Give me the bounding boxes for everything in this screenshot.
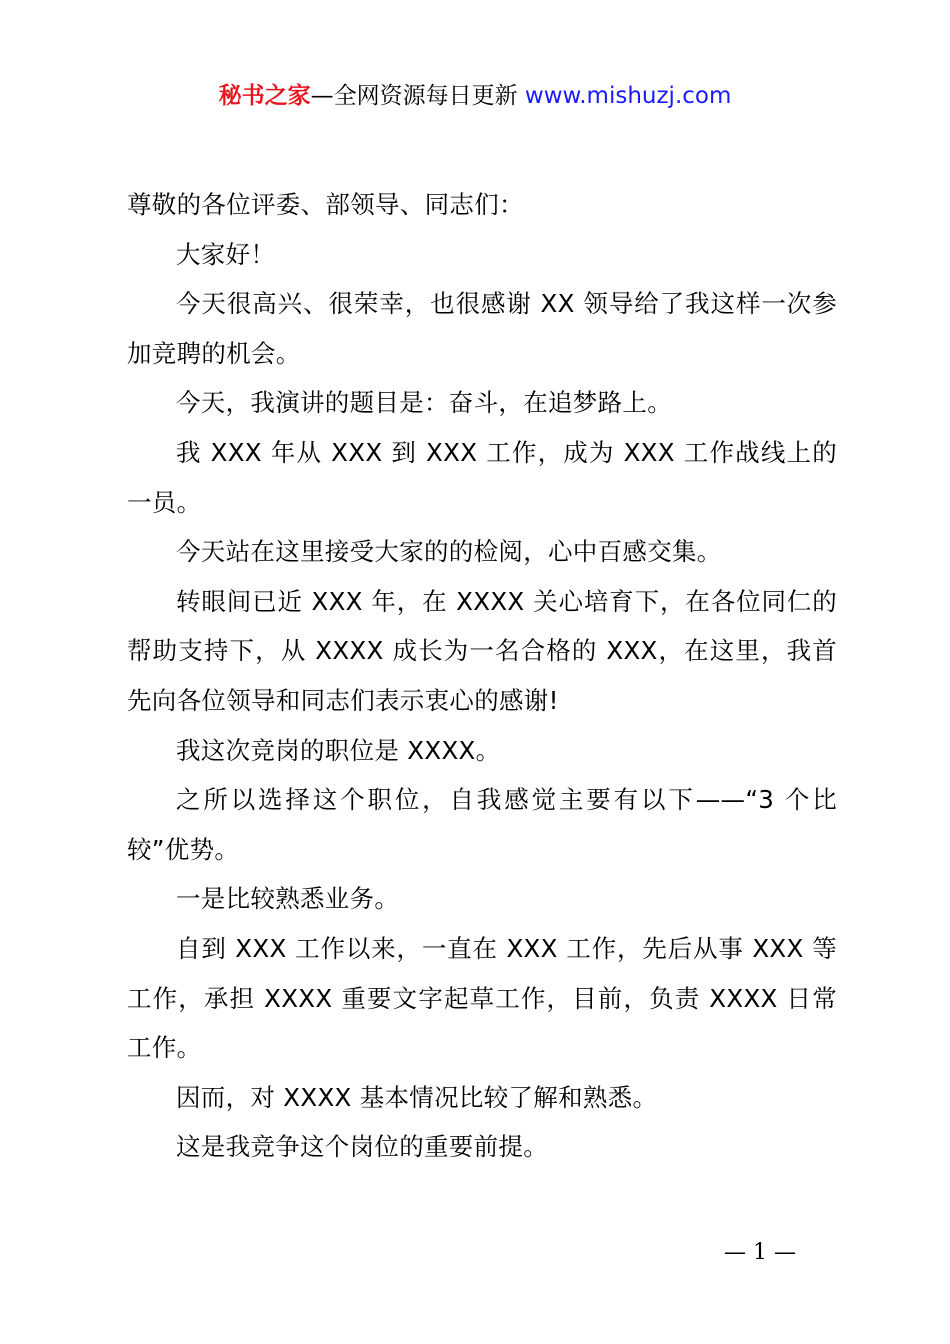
page-header [0,80,950,112]
salutation: 尊敬的各位评委、部领导、同志们： [127,190,524,219]
paragraph: 我这次竞岗的职位是 XXXX。 [176,735,501,765]
brand-name: 秘书之家 [218,83,311,109]
paragraph: 一是比较熟悉业务。 [176,884,400,914]
paragraph: 大家好！ [176,239,276,269]
header-tagline: —全网资源每日更新 [310,83,518,109]
paragraph: 转眼间已近 XXX 年，在 XXXX 关心培育下，在各位同仁的帮助支持下，从 XXXX 成长为一名合格的 XXX，在这里，我首先向各位领导和同志们表示衷心的感谢! [127,586,837,715]
paragraph: 因而，对 XXXX 基本情况比较了解和熟悉。 [176,1082,658,1112]
paragraph: 今天，我演讲的题目是：奋斗，在追梦路上。 [176,388,672,418]
document-body [127,180,837,1172]
paragraph: 这是我竞争这个岗位的重要前提。 [176,1132,548,1162]
paragraph: 之所以选择这个职位，自我感觉主要有以下——“3 个比较”优势。 [127,785,837,864]
website-link[interactable]: www.mishuzj.com [524,83,732,109]
paragraph: 今天很高兴、很荣幸，也很感谢 XX 领导给了我这样一次参加竞聘的机会。 [127,289,837,368]
page-number: — 1 — [724,1240,796,1265]
paragraph: 今天站在这里接受大家的的检阅，心中百感交集。 [176,537,722,567]
paragraph: 自到 XXX 工作以来，一直在 XXX 工作，先后从事 XXX 等工作，承担 XXXX 重要文字起草工作，目前，负责 XXXX 日常工作。 [127,933,837,1063]
paragraph: 我 XXX 年从 XXX 到 XXX 工作，成为 XXX 工作战线上的一员。 [127,437,837,517]
